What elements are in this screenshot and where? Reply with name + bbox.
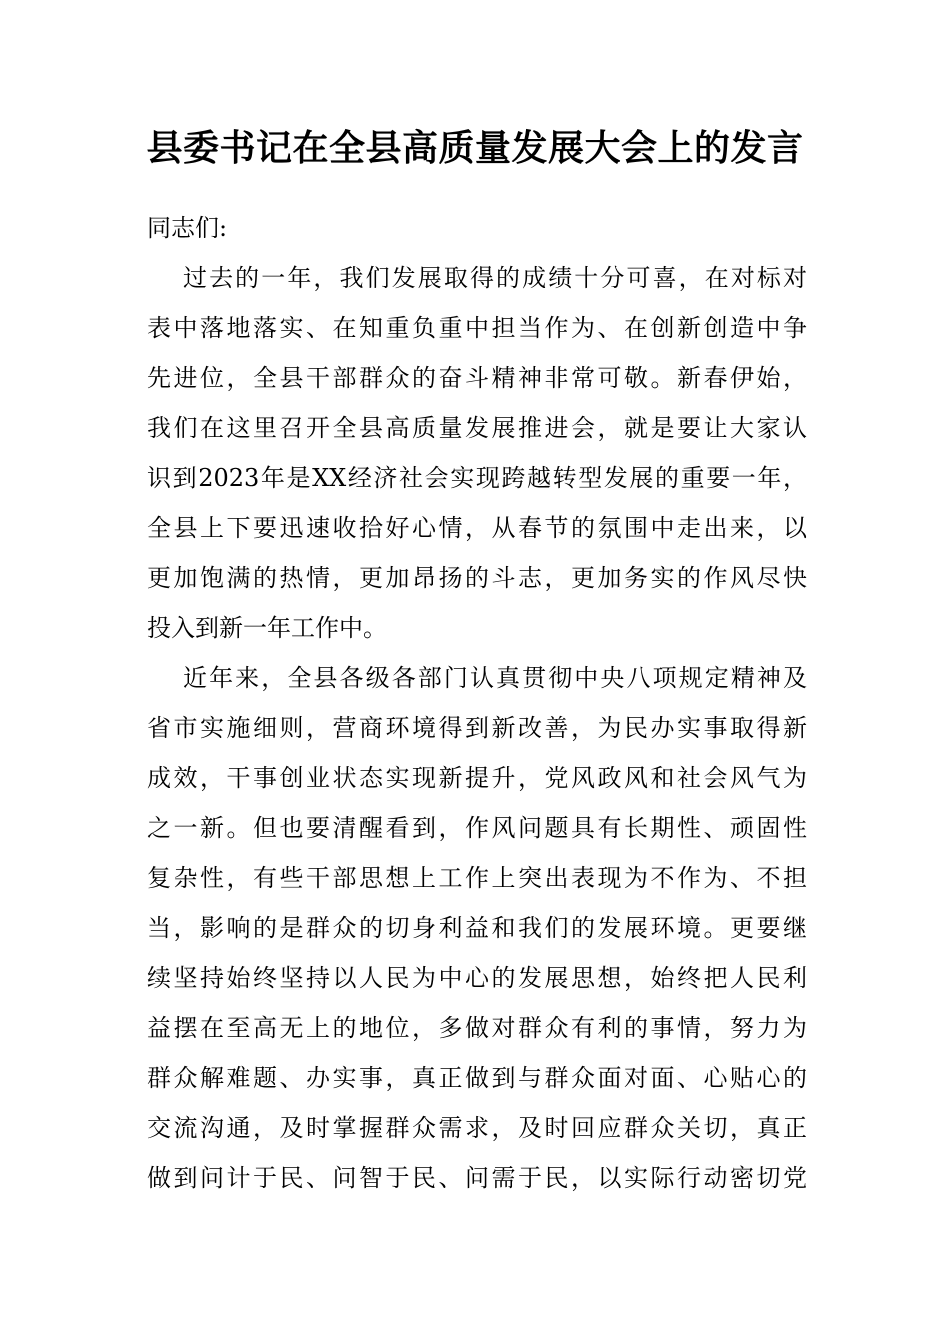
text-line: 投入到新一年工作中。 — [147, 614, 387, 642]
text-line: 我们在这里召开全县高质量发展推进会，就是要让大家认 — [147, 414, 807, 442]
text-line: 复杂性，有些干部思想上工作上突出表现为不作为、不担 — [147, 864, 807, 892]
salutation: 同志们: — [147, 214, 228, 242]
text-line: 近年来，全县各级各部门认真贯彻中央八项规定精神及 — [183, 664, 807, 692]
text-line: 省市实施细则，营商环境得到新改善，为民办实事取得新 — [147, 714, 807, 742]
paragraph — [147, 253, 807, 653]
text-line: 益摆在至高无上的地位，多做对群众有利的事情，努力为 — [147, 1014, 807, 1042]
text-line: 过去的一年，我们发展取得的成绩十分可喜，在对标对 — [183, 264, 807, 292]
document-title: 县委书记在全县高质量发展大会上的发言 — [146, 127, 804, 169]
text-line: 当，影响的是群众的切身利益和我们的发展环境。更要继 — [147, 914, 807, 942]
document-body — [147, 203, 807, 1203]
text-line: 之一新。但也要清醒看到，作风问题具有长期性、顽固性 — [147, 814, 807, 842]
text-line: 表中落地落实、在知重负重中担当作为、在创新创造中争 — [147, 314, 807, 342]
text-line: 先进位，全县干部群众的奋斗精神非常可敬。新春伊始， — [147, 364, 807, 392]
paragraph — [147, 653, 807, 1203]
text-line: 群众解难题、办实事，真正做到与群众面对面、心贴心的 — [147, 1064, 807, 1092]
text-line: 识到2023年是XX经济社会实现跨越转型发展的重要一年， — [147, 464, 807, 492]
text-line: 全县上下要迅速收拾好心情，从春节的氛围中走出来，以 — [147, 514, 807, 542]
text-line: 续坚持始终坚持以人民为中心的发展思想，始终把人民利 — [147, 964, 807, 992]
text-line: 更加饱满的热情，更加昂扬的斗志，更加务实的作风尽快 — [147, 564, 807, 592]
text-line: 成效，干事创业状态实现新提升，党风政风和社会风气为 — [147, 764, 807, 792]
text-line: 交流沟通，及时掌握群众需求，及时回应群众关切，真正 — [147, 1114, 807, 1142]
text-line: 做到问计于民、问智于民、问需于民，以实际行动密切党 — [147, 1164, 807, 1192]
